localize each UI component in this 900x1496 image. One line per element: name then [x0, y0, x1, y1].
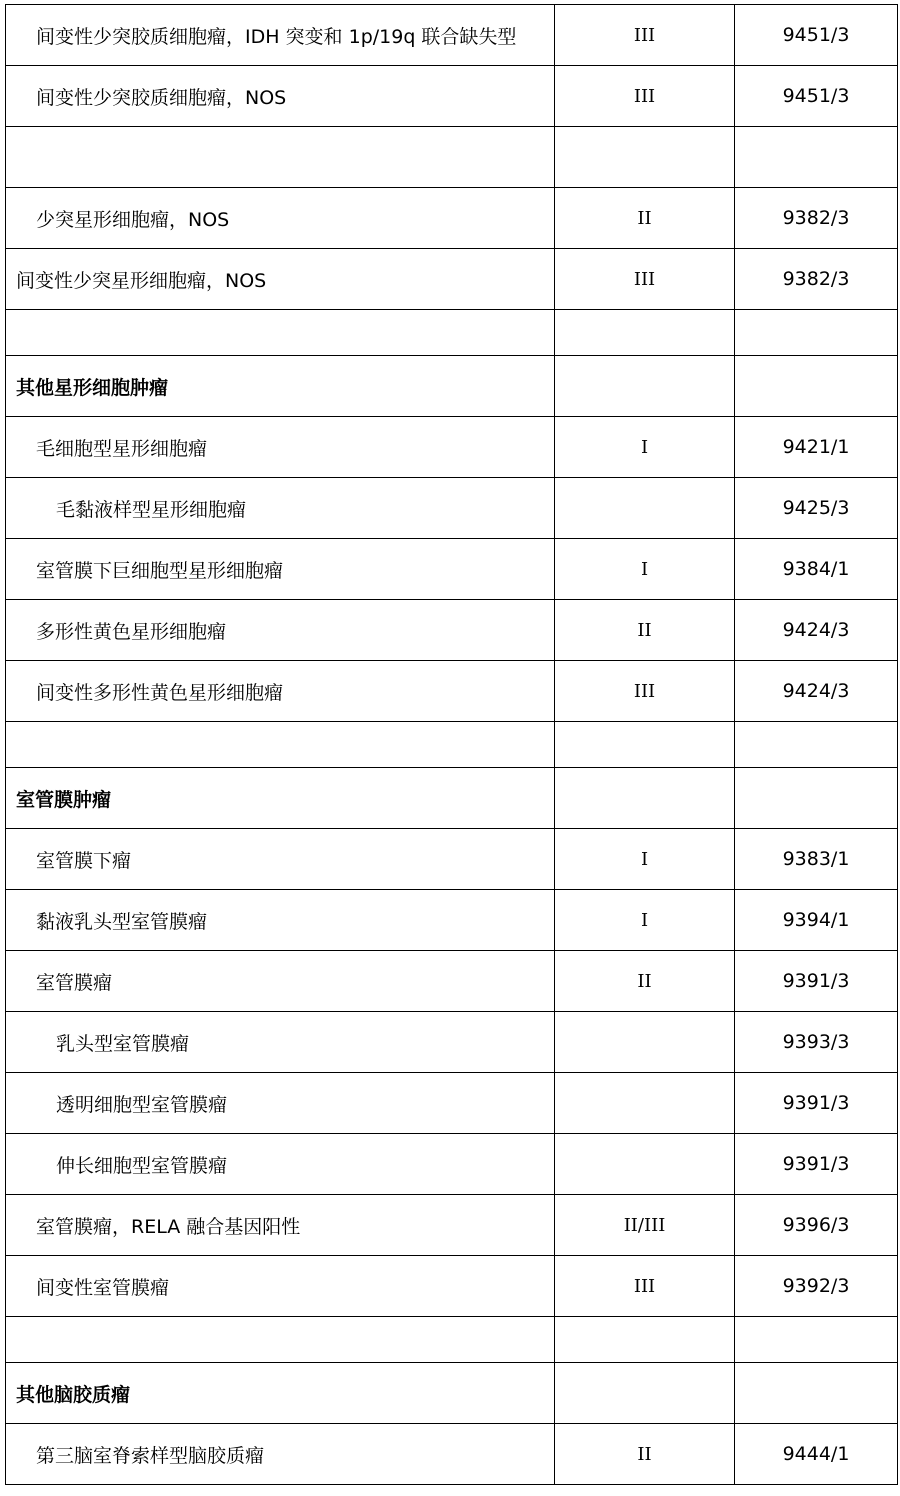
icd-o-code-cell: 9391/3	[735, 951, 898, 1012]
who-grade-cell: I	[555, 890, 735, 951]
who-grade-cell: II	[555, 1424, 735, 1485]
who-grade-cell	[555, 127, 735, 188]
tumor-name-cell: 室管膜瘤，RELA 融合基因阳性	[6, 1195, 555, 1256]
tumor-name-cell: 间变性少突星形细胞瘤，NOS	[6, 249, 555, 310]
who-grade-cell	[555, 1073, 735, 1134]
table-row	[6, 1073, 898, 1134]
icd-o-code-cell: 9451/3	[735, 66, 898, 127]
tumor-name-cell: 间变性多形性黄色星形细胞瘤	[6, 661, 555, 722]
icd-o-code-cell	[735, 356, 898, 417]
icd-o-code-cell	[735, 127, 898, 188]
table-row	[6, 539, 898, 600]
spacer-row	[6, 722, 898, 768]
who-grade-cell: III	[555, 66, 735, 127]
who-grade-cell	[555, 1134, 735, 1195]
tumor-name-cell: 室管膜下巨细胞型星形细胞瘤	[6, 539, 555, 600]
who-grade-cell: III	[555, 661, 735, 722]
tumor-name-cell	[6, 127, 555, 188]
tumor-name-cell: 毛黏液样型星形细胞瘤	[6, 478, 555, 539]
tumor-name-cell: 其他脑胶质瘤	[6, 1363, 555, 1424]
table-row	[6, 1195, 898, 1256]
icd-o-code-cell: 9382/3	[735, 188, 898, 249]
icd-o-code-cell: 9383/1	[735, 829, 898, 890]
table-row	[6, 249, 898, 310]
who-grade-cell: II/III	[555, 1195, 735, 1256]
who-grade-cell	[555, 1012, 735, 1073]
table-row	[6, 1256, 898, 1317]
icd-o-code-cell: 9424/3	[735, 600, 898, 661]
tumor-name-cell: 间变性室管膜瘤	[6, 1256, 555, 1317]
table-row	[6, 600, 898, 661]
icd-o-code-cell	[735, 722, 898, 768]
tumor-name-cell	[6, 1317, 555, 1363]
tumor-name-cell: 室管膜肿瘤	[6, 768, 555, 829]
icd-o-code-cell: 9424/3	[735, 661, 898, 722]
tumor-name-cell: 其他星形细胞肿瘤	[6, 356, 555, 417]
icd-o-code-cell: 9392/3	[735, 1256, 898, 1317]
table-row	[6, 188, 898, 249]
tumor-name-cell	[6, 310, 555, 356]
tumor-name-cell: 室管膜瘤	[6, 951, 555, 1012]
table-row	[6, 417, 898, 478]
who-grade-cell	[555, 1363, 735, 1424]
who-grade-cell: II	[555, 188, 735, 249]
table-row	[6, 66, 898, 127]
who-grade-cell	[555, 768, 735, 829]
table-row	[6, 661, 898, 722]
icd-o-code-cell	[735, 1317, 898, 1363]
table-row	[6, 1012, 898, 1073]
who-grade-cell: III	[555, 249, 735, 310]
tumor-name-cell: 毛细胞型星形细胞瘤	[6, 417, 555, 478]
table-body	[6, 5, 898, 1485]
who-grade-cell: II	[555, 600, 735, 661]
icd-o-code-cell: 9384/1	[735, 539, 898, 600]
tumor-name-cell: 间变性少突胶质细胞瘤，NOS	[6, 66, 555, 127]
icd-o-code-cell: 9421/1	[735, 417, 898, 478]
table-row	[6, 1424, 898, 1485]
who-grade-cell: I	[555, 417, 735, 478]
icd-o-code-cell: 9394/1	[735, 890, 898, 951]
icd-o-code-cell: 9444/1	[735, 1424, 898, 1485]
table-row	[6, 5, 898, 66]
table-row	[6, 951, 898, 1012]
icd-o-code-cell	[735, 310, 898, 356]
tumor-name-cell: 间变性少突胶质细胞瘤，IDH 突变和 1p/19q 联合缺失型	[6, 5, 555, 66]
classification-table	[5, 4, 898, 1485]
who-grade-cell: III	[555, 1256, 735, 1317]
who-grade-cell: II	[555, 951, 735, 1012]
section-header-row	[6, 768, 898, 829]
section-header-row	[6, 356, 898, 417]
who-grade-cell	[555, 310, 735, 356]
who-grade-cell	[555, 356, 735, 417]
spacer-row	[6, 127, 898, 188]
who-grade-cell: I	[555, 829, 735, 890]
icd-o-code-cell	[735, 768, 898, 829]
section-header-row	[6, 1363, 898, 1424]
icd-o-code-cell: 9393/3	[735, 1012, 898, 1073]
who-grade-cell	[555, 478, 735, 539]
who-grade-cell	[555, 1317, 735, 1363]
tumor-name-cell: 透明细胞型室管膜瘤	[6, 1073, 555, 1134]
tumor-name-cell: 第三脑室脊索样型脑胶质瘤	[6, 1424, 555, 1485]
spacer-row	[6, 1317, 898, 1363]
who-grade-cell: I	[555, 539, 735, 600]
icd-o-code-cell: 9451/3	[735, 5, 898, 66]
icd-o-code-cell: 9391/3	[735, 1073, 898, 1134]
icd-o-code-cell: 9425/3	[735, 478, 898, 539]
icd-o-code-cell: 9391/3	[735, 1134, 898, 1195]
tumor-name-cell: 伸长细胞型室管膜瘤	[6, 1134, 555, 1195]
tumor-name-cell: 黏液乳头型室管膜瘤	[6, 890, 555, 951]
tumor-name-cell: 室管膜下瘤	[6, 829, 555, 890]
table-row	[6, 1134, 898, 1195]
tumor-name-cell	[6, 722, 555, 768]
who-grade-cell: III	[555, 5, 735, 66]
tumor-name-cell: 乳头型室管膜瘤	[6, 1012, 555, 1073]
who-grade-cell	[555, 722, 735, 768]
table-row	[6, 890, 898, 951]
table-row	[6, 829, 898, 890]
spacer-row	[6, 310, 898, 356]
table-row	[6, 478, 898, 539]
icd-o-code-cell	[735, 1363, 898, 1424]
icd-o-code-cell: 9396/3	[735, 1195, 898, 1256]
tumor-name-cell: 多形性黄色星形细胞瘤	[6, 600, 555, 661]
icd-o-code-cell: 9382/3	[735, 249, 898, 310]
tumor-name-cell: 少突星形细胞瘤，NOS	[6, 188, 555, 249]
